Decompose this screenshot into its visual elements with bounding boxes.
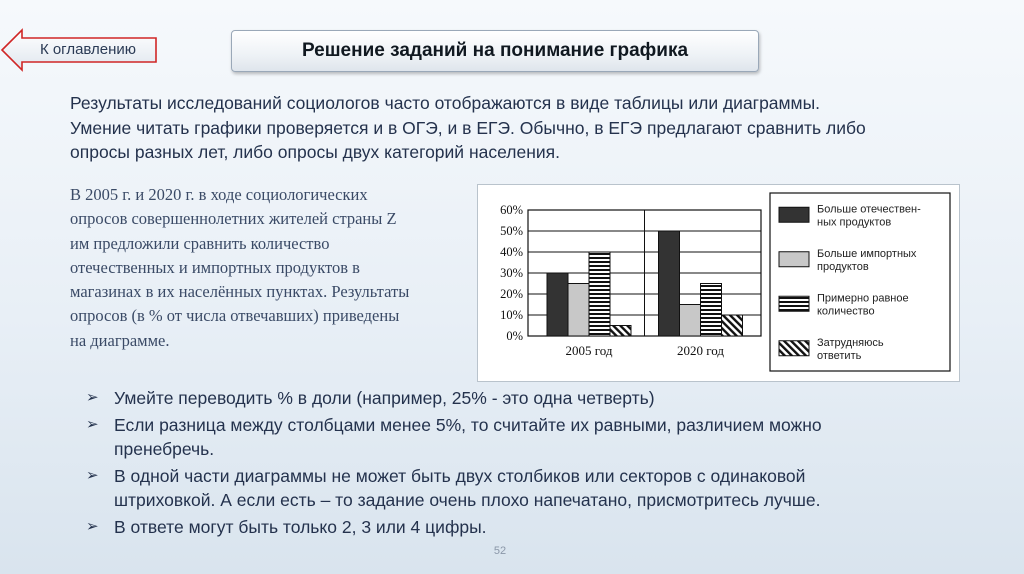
tip-line: В одной части диаграммы не может быть двух столбиков или секторов с одинаковой: [114, 465, 806, 486]
tip-line: В ответе могут быть только 2, 3 или 4 цифры.: [114, 516, 487, 537]
legend-label: Затрудняюсь: [817, 336, 884, 349]
bar: [568, 284, 589, 337]
legend-label: Больше отечествен-: [817, 203, 921, 216]
legend-label: ных продуктов: [817, 216, 892, 229]
task-line: опросов совершеннолетних жителей страны Z: [70, 209, 397, 229]
legend-label: Примерно равное: [817, 292, 909, 305]
arrow-bullet-icon: ➢: [86, 466, 99, 484]
y-tick-label: 0%: [506, 329, 523, 343]
bar: [547, 273, 568, 336]
bar: [659, 231, 680, 336]
y-tick-label: 60%: [500, 203, 523, 217]
legend-swatch: [779, 341, 809, 356]
task-line: на диаграмме.: [70, 330, 170, 350]
back-to-contents-button[interactable]: [0, 28, 160, 72]
bar-chart: [477, 184, 960, 382]
x-tick-label: 2020 год: [677, 343, 724, 358]
intro-line: Результаты исследований социологов часто отображаются в виде таблицы или диаграммы.: [70, 93, 821, 113]
slide-title: Решение заданий на понимание графика: [301, 40, 689, 61]
slide-title-box: [231, 30, 759, 72]
y-tick-label: 20%: [500, 287, 523, 301]
list-item: [86, 464, 966, 513]
list-item: [86, 515, 966, 540]
chart-canvas: [478, 185, 959, 381]
bar: [589, 252, 610, 336]
intro-line: Умение читать графики проверяется и в ОГЭ, и в ЕГЭ. Обычно, в ЕГЭ предлагают сравнить либо: [70, 117, 866, 138]
bar: [680, 305, 701, 337]
tips-list: [86, 386, 966, 541]
back-button-label: К оглавлению: [39, 41, 137, 58]
tip-line: Умейте переводить % в доли (например, 25% - это одна четверть): [114, 388, 655, 408]
bar: [610, 326, 631, 337]
y-tick-label: 50%: [500, 224, 523, 238]
list-item: [86, 386, 966, 411]
bar: [722, 315, 743, 336]
tip-line: Если разница между столбцами менее 5%, то считайте их равными, различием можно: [114, 414, 822, 435]
tip-line: пренебречь.: [114, 439, 215, 459]
list-item: [86, 413, 966, 462]
intro-paragraph: [70, 91, 970, 165]
arrow-bullet-icon: ➢: [86, 389, 99, 406]
legend-label: количество: [817, 305, 875, 318]
legend-label: Больше импортных: [817, 247, 917, 260]
y-tick-label: 10%: [500, 308, 523, 322]
legend-swatch: [779, 207, 809, 222]
legend-swatch: [779, 296, 809, 311]
legend-swatch: [779, 252, 809, 267]
bar: [701, 284, 722, 337]
task-line: В 2005 г. и 2020 г. в ходе социологических: [70, 185, 368, 204]
y-tick-label: 30%: [500, 266, 523, 280]
page-number: 52: [493, 545, 507, 557]
legend-label: ответить: [817, 349, 862, 362]
arrow-bullet-icon: ➢: [86, 517, 99, 535]
tip-line: штриховкой. А если есть – то задание очень плохо напечатано, присмотритесь лучше.: [114, 490, 821, 510]
legend-label: продуктов: [817, 260, 869, 273]
intro-line: опросы разных лет, либо опросы двух категорий населения.: [70, 142, 560, 162]
task-line: им предложили сравнить количество: [70, 233, 330, 253]
arrow-bullet-icon: ➢: [86, 415, 99, 433]
task-line: магазинах в их населённых пунктах. Результаты: [70, 282, 410, 302]
task-line: опросов (в % от числа отвечавших) приведены: [70, 306, 400, 326]
y-tick-label: 40%: [500, 245, 523, 259]
task-line: отечественных и импортных продуктов в: [70, 257, 360, 277]
x-tick-label: 2005 год: [565, 343, 613, 358]
task-text: [70, 183, 470, 353]
